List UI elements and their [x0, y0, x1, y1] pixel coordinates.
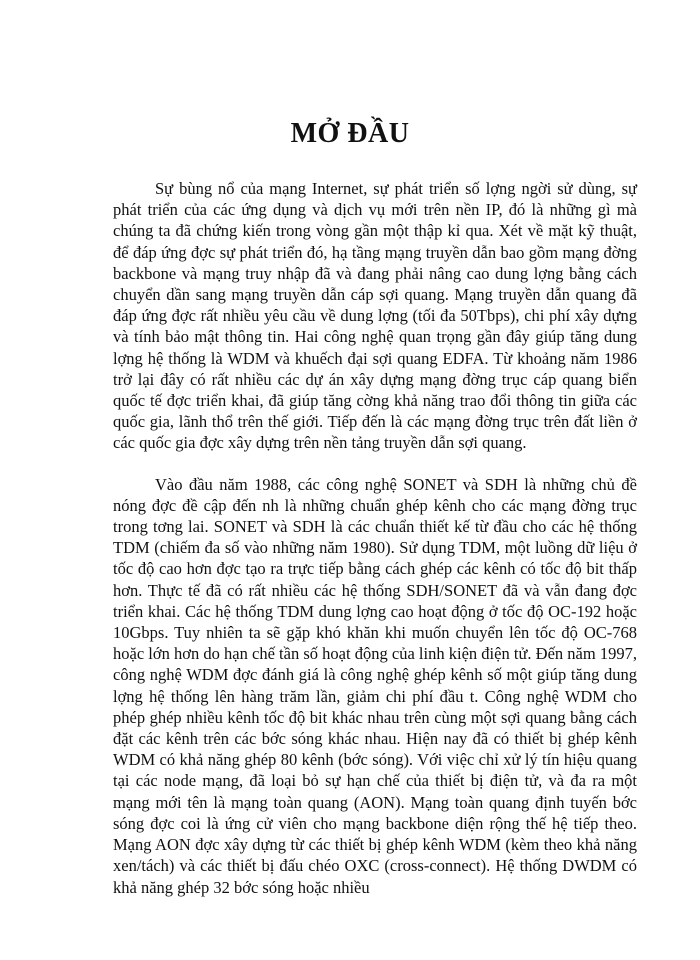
body-text — [113, 178, 637, 898]
page-title: MỞ ĐẦU — [290, 118, 410, 149]
paragraph-history: Vào đầu năm 1988, các công nghệ SONET và SDH là những chủ đề nóng đợc đề cập đến nh là những chuẩn ghép kênh cho các mạng đờng trục trong tơng lai. SONET và SDH là các chuẩn thiết kế từ đầu cho các hệ thống TDM (chiếm đa số vào những năm 1980). Sử dụng TDM, một luồng dữ liệu ở tốc độ cao hơn đợc tạo ra trực tiếp bằng cách ghép các kênh có tốc độ bit thấp hơn. Thực tế đã có rất nhiều các hệ thống SDH/SONET đã và vẫn đang đợc triển khai. Các hệ thống TDM dung lợng cao hoạt động ở tốc độ OC-192 hoặc 10Gbps. Tuy nhiên ta sẽ gặp khó khăn khi muốn chuyển lên tốc độ OC-768 hoặc lớn hơn do hạn chế tần số hoạt động của linh kiện điện tử. Đến năm 1997, công nghệ WDM đợc đánh giá là công nghệ ghép kênh số một giúp tăng dung lợng hệ thống lên hàng trăm lần, giảm chi phí đầu t. Công nghệ WDM cho phép ghép nhiều kênh tốc độ bit khác nhau trên cùng một sợi quang bằng cách đặt các kênh trên các bớc sóng khác nhau. Hiện nay đã có thiết bị ghép kênh WDM có khả năng ghép 80 kênh (bớc sóng). Với việc chỉ xử lý tín hiệu quang tại các node mạng, đã loại bỏ sự hạn chế của thiết bị điện tử, và đa ra một mạng mới tên là mạng toàn quang (AON). Mạng toàn quang định tuyến bớc sóng đợc coi là ứng cử viên cho mạng backbone diện rộng thế hệ tiếp theo. Mạng AON đợc xây dựng từ các thiết bị ghép kênh WDM (kèm theo khả năng xen/tách) và các thiết bị đấu chéo OXC (cross-connect). Hệ thống DWDM có khả năng ghép 32 bớc sóng hoặc nhiều — [113, 474, 637, 897]
paragraph-intro: Sự bùng nổ của mạng Internet, sự phát triển số lợng ngời sử dùng, sự phát triển của các ứng dụng và dịch vụ mới trên nền IP, đó là những gì mà chúng ta đã chứng kiến trong vòng gần một thập kỉ qua. Xét về mặt kỹ thuật, để đáp ứng đợc sự phát triển đó, hạ tầng mạng truyền dẫn bao gồm mạng đờng backbone và mạng truy nhập đã và đang phải nâng cao dung lợng bằng cách chuyển dần sang mạng truyền dẫn cáp sợi quang. Mạng truyền dẫn quang đã đáp ứng đợc rất nhiều yêu cầu về dung lợng (tối đa 50Tbps), chi phí xây dựng và tính bảo mật thông tin. Hai công nghệ quan trọng gần đây giúp tăng dung lợng hệ thống là WDM và khuếch đại sợi quang EDFA. Từ khoảng năm 1986 trở lại đây có rất nhiều các dự án xây dựng mạng đờng trục cáp quang biển quốc tế đợc triển khai, đã giúp tăng cờng khả năng trao đổi thông tin giữa các quốc gia, lãnh thổ trên thế giới. Tiếp đến là các mạng đờng trục trên đất liền ở các quốc gia đợc xây dựng trên nền tảng truyền dẫn sợi quang. — [113, 179, 637, 453]
